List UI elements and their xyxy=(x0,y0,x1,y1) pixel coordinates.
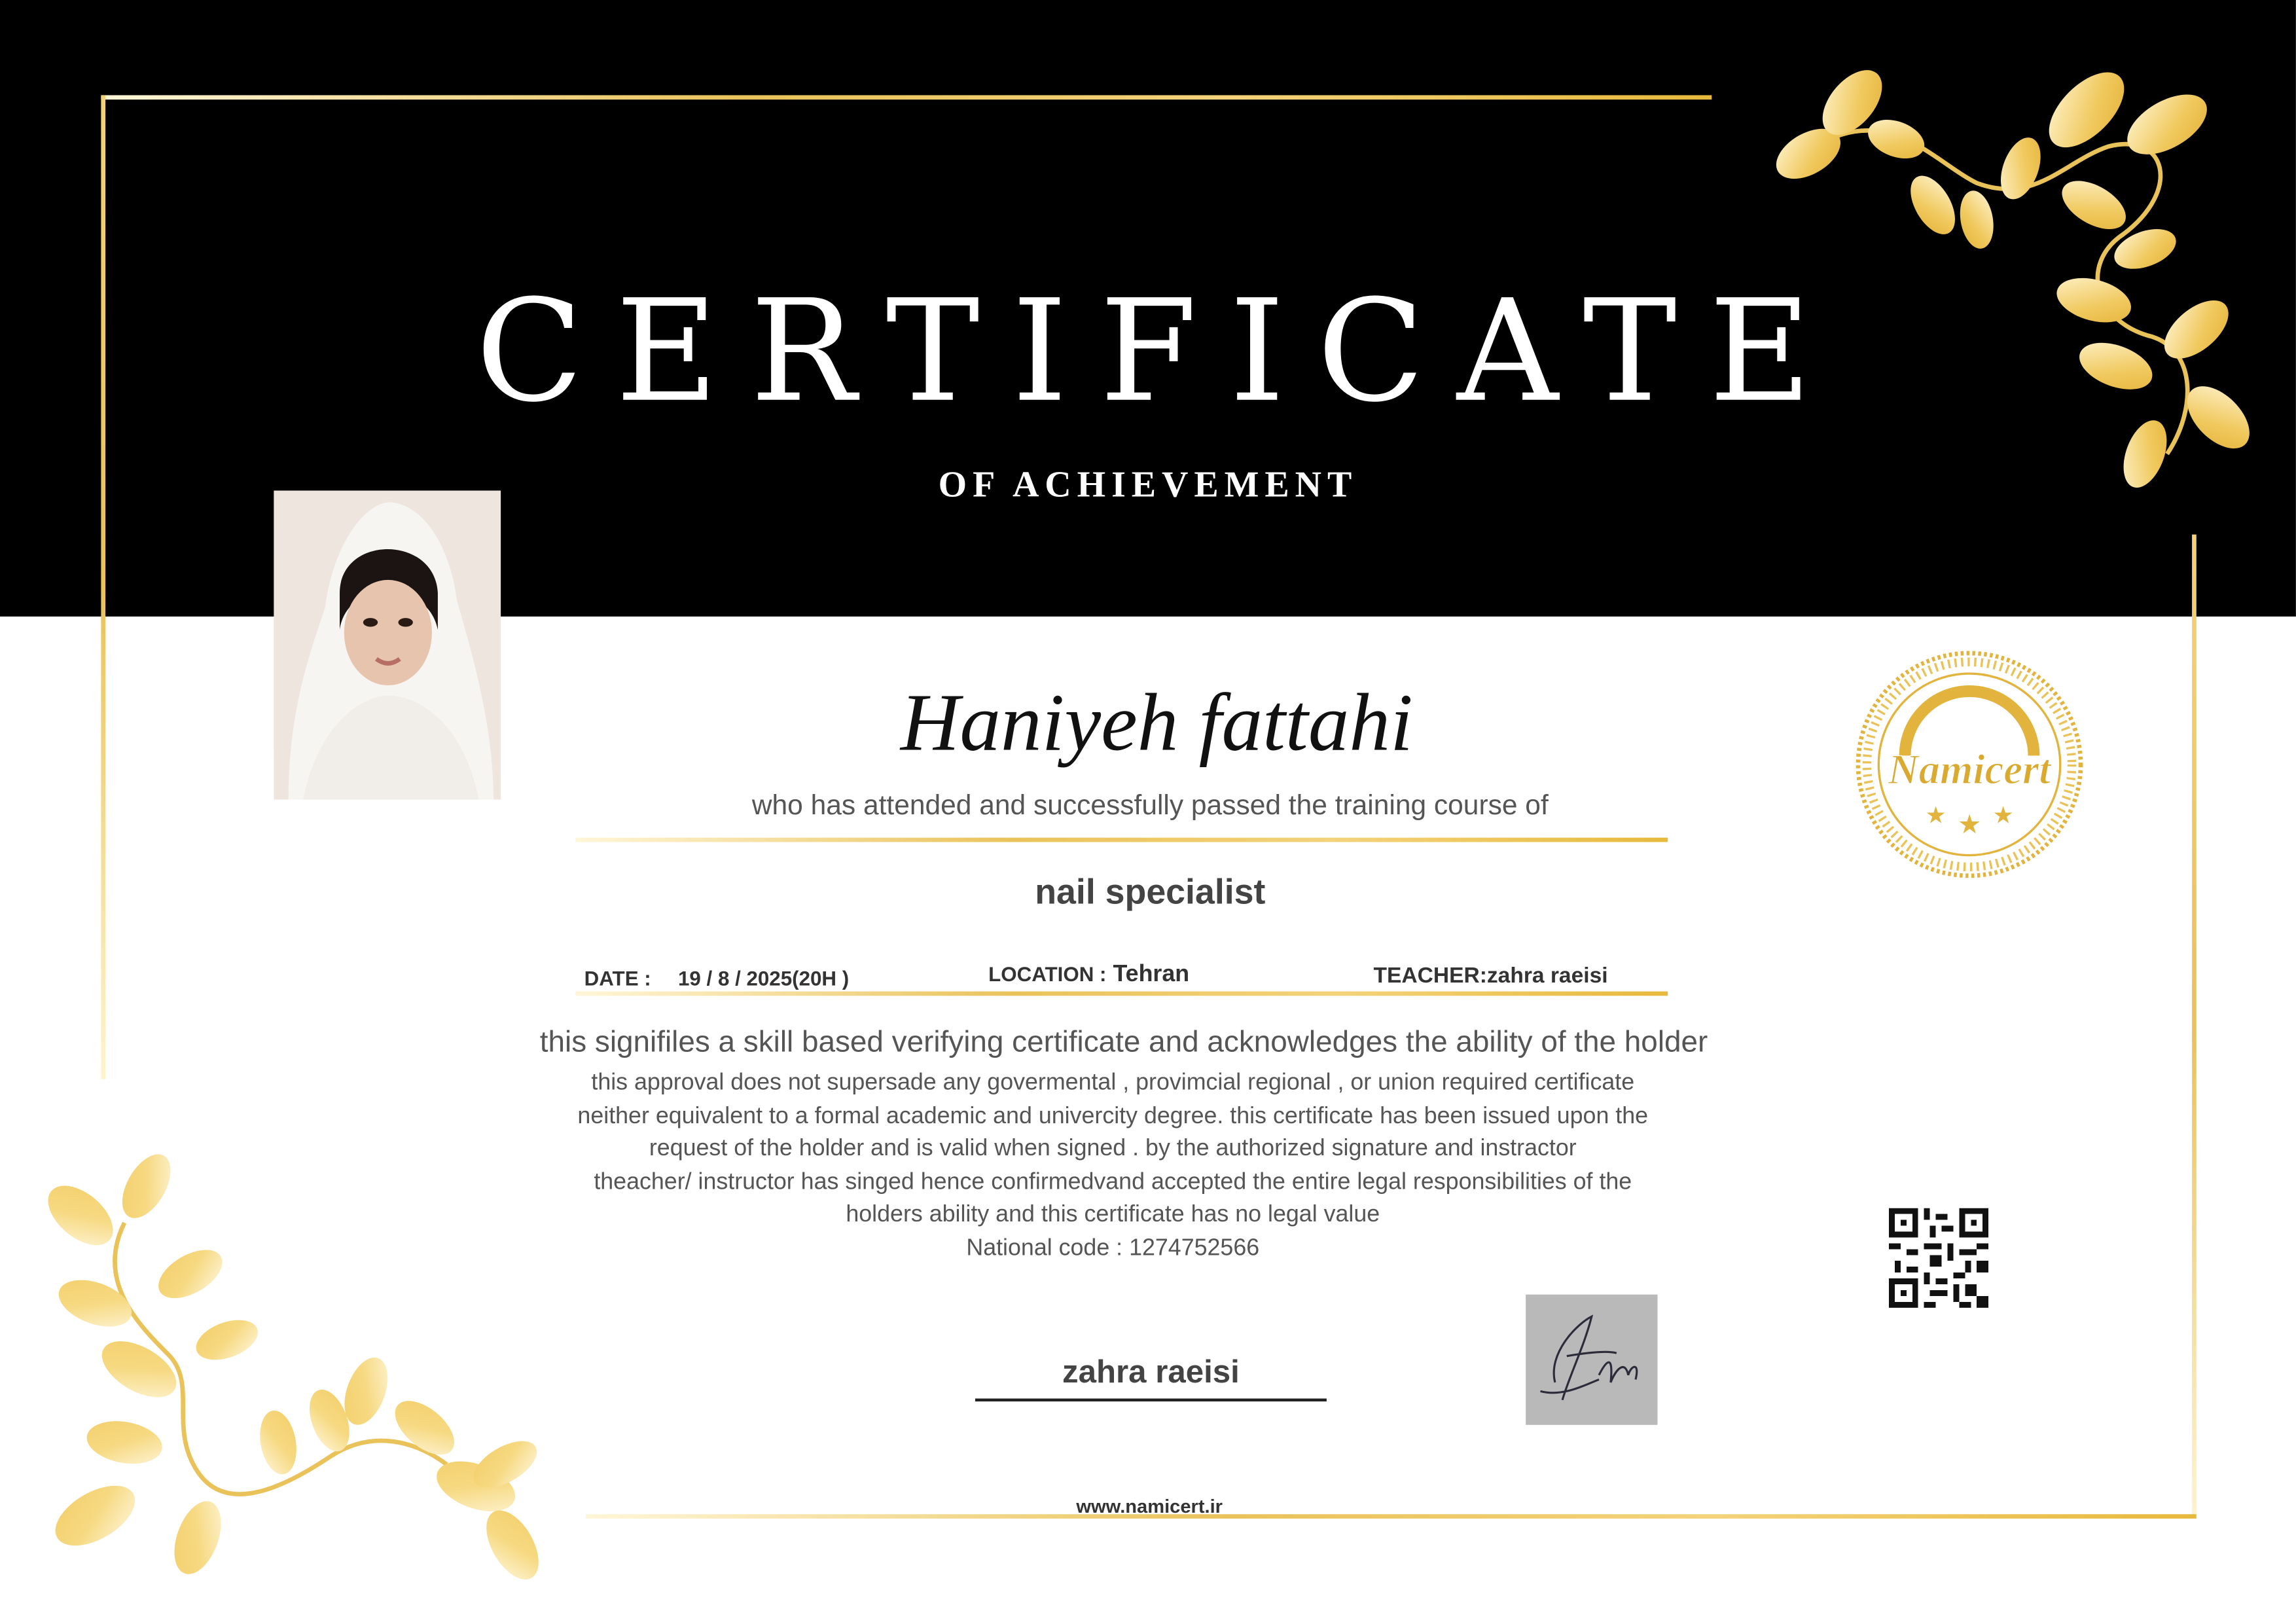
date-value: 19 / 8 / 2025(20H ) xyxy=(677,966,850,990)
location-label: LOCATION : xyxy=(988,962,1107,986)
disclaimer-line: request of the holder and is valid when signed . by the authorized signature and instractor xyxy=(649,1136,1577,1162)
course-name: nail specialist xyxy=(1035,873,1266,912)
teacher-value: zahra raeisi xyxy=(1486,964,1608,989)
disclaimer-line: theacher/ instructor has singed hence confirmedvand accepted the entire legal responsibilities of the xyxy=(594,1169,1632,1195)
svg-text:★: ★ xyxy=(1957,809,1982,839)
disclaimer-line: holders ability and this certificate has no legal value xyxy=(846,1202,1380,1227)
svg-text:★: ★ xyxy=(1992,802,2014,829)
date-label: DATE : xyxy=(584,966,651,990)
signer-name: zahra raeisi xyxy=(1062,1353,1240,1390)
disclaimer-line: neither equivalent to a formal academic and univercity degree. this certificate has been issued upon the xyxy=(577,1103,1649,1128)
frame-right-line xyxy=(2192,535,2197,1519)
signer-line xyxy=(975,1399,1327,1401)
website-url: www.namicert.ir xyxy=(1076,1495,1223,1517)
teacher-field xyxy=(1373,964,1607,990)
recipient-name: Haniyeh fattahi xyxy=(900,677,1413,769)
location-value: Tehran xyxy=(1113,962,1190,987)
frame-top-line xyxy=(101,95,1712,99)
frame-left-line xyxy=(101,95,105,1079)
seal-brand-text: Namicert xyxy=(1888,746,2051,793)
certificate-title: CERTIFICATE xyxy=(475,269,1844,434)
qr-code-icon xyxy=(1889,1208,1988,1308)
certificate-subtitle: OF ACHIEVEMENT xyxy=(938,465,1358,505)
frame-bottom-line xyxy=(586,1514,2197,1519)
location-field xyxy=(988,962,1189,988)
national-code: National code : 1274752566 xyxy=(966,1235,1260,1261)
attended-text: who has attended and successfully passed the training course of xyxy=(751,791,1549,822)
teacher-label: TEACHER: xyxy=(1373,964,1487,989)
recipient-photo xyxy=(274,490,501,799)
namicert-seal xyxy=(1852,647,2087,882)
signifies-text: this signifiles a skill based verifying certificate and acknowledges the ability of the holder xyxy=(539,1025,1708,1059)
signature-image xyxy=(1526,1295,1657,1425)
details-underline xyxy=(575,992,1668,996)
date-field xyxy=(584,967,850,993)
svg-text:★: ★ xyxy=(1925,802,1946,829)
attended-underline xyxy=(575,838,1668,842)
disclaimer-block xyxy=(439,1068,1786,1265)
disclaimer-line: this approval does not supersade any govermental , provimcial regional , or union required certificate xyxy=(591,1070,1635,1096)
